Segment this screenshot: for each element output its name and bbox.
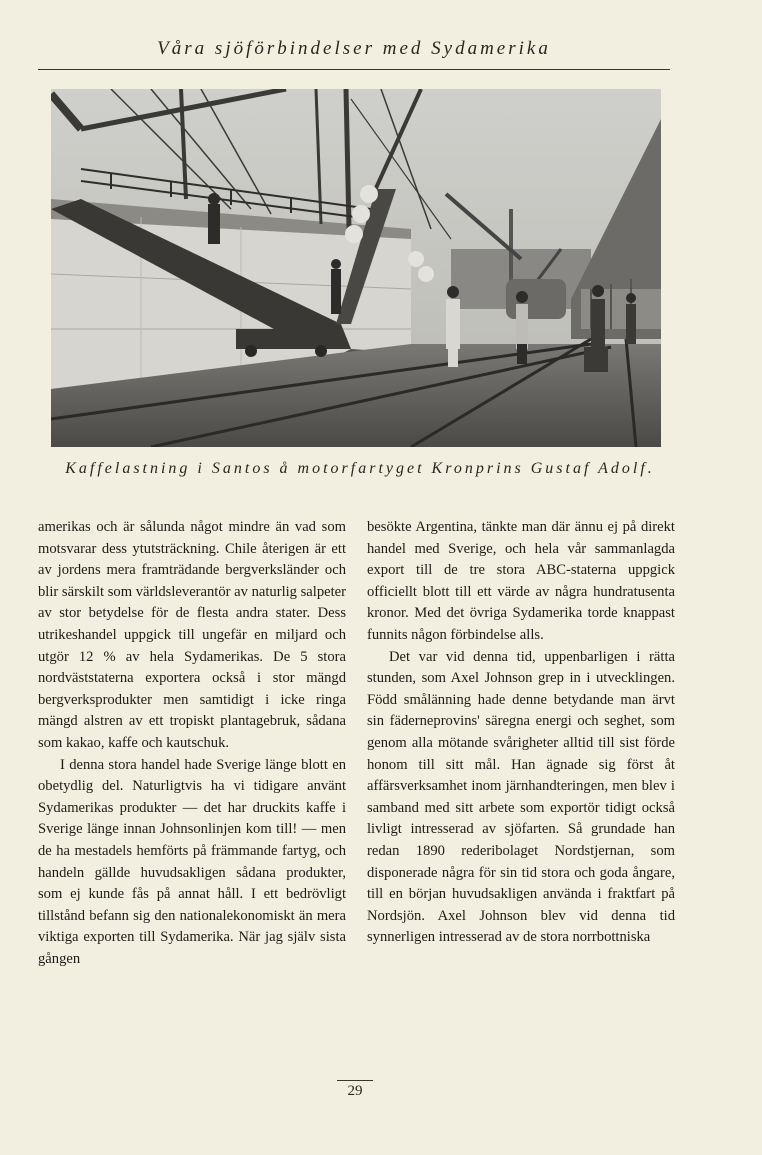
left-column (38, 517, 346, 970)
figure-caption: Kaffelastning i Santos å motorfartyget Kronprins Gustaf Adolf. (65, 460, 655, 477)
paragraph: Det var vid denna tid, uppenbarligen i rätta stunden, som Axel Johnson grep in i utvecklingen. Född smålänning hade denne betydande man ärvt sin fäderneprovins' säregna energi och seghet, som genom alla mötande svårigheter alltid till sist förde honom till sitt mål. Han ägnade sig först åt affärsverksamhet inom järnhandteringen, men blev i samband med sitt arbete som exportör tidigt också livligt intresserad av sjöfarten. Så grundade han redan 1890 rederibolaget Nordstjernan, som disponerade några för sin tid stora och goda ångare, till en början huvudsakligen använda i fraktfart på Nordsjön. Axel Johnson blev vid denna tid synnerligen intresserad av de stora norrbottniska (367, 648, 675, 946)
paragraph: I denna stora handel hade Sverige länge blott en obetydlig del. Naturligtvis ha vi tidigare använt Sydamerikas produkter — det har druckits kaffe i Sverige länge innan Johnsonlinjen kom till! — men de ha mestadels hemförts på främmande fartyg, och handeln gällde huvudsakligen sådana produkter, som ej kunde fås på annat håll. I ett bedrövligt tillstånd befann sig den nationalekonomiskt än mera viktiga exporten till Sydamerika. När jag själv sista gången (38, 756, 346, 967)
paragraph: besökte Argentina, tänkte man där ännu ej på direkt handel med Sverige, och hela vår sammanlagda export till de tre stora ABC-staterna uppgick officiellt blott till ett värde av några hundratusenta kronor. Med det övriga Sydamerika torde knappast funnits någon förbindelse alls. (367, 519, 675, 643)
header-rule (38, 69, 670, 70)
right-column (367, 517, 675, 949)
paragraph: amerikas och är sålunda något mindre än vad som motsvarar dess ytutsträckning. Chile återigen är ett av jordens mera framträdande bergverksländer och blir särskilt som världsleverantör av naturlig salpeter av stor betydelse för de flesta andra stater. Dess utrikeshandel uppgick till ungefär en miljard och utgör 12 % av hela Sydamerikas. De 5 stora nordväststaterna exportera också i stor mängd bergverksprodukter men samtidigt i icke ringa mängd alstren av ett tropiskt plantagebruk, sådana som kakao, kaffe och kautschuk. (38, 519, 347, 751)
page-number: 29 (347, 1083, 363, 1099)
running-title: Våra sjöförbindelser med Sydamerika (157, 38, 551, 59)
footer-rule (337, 1080, 373, 1081)
harbor-photograph (51, 89, 661, 447)
